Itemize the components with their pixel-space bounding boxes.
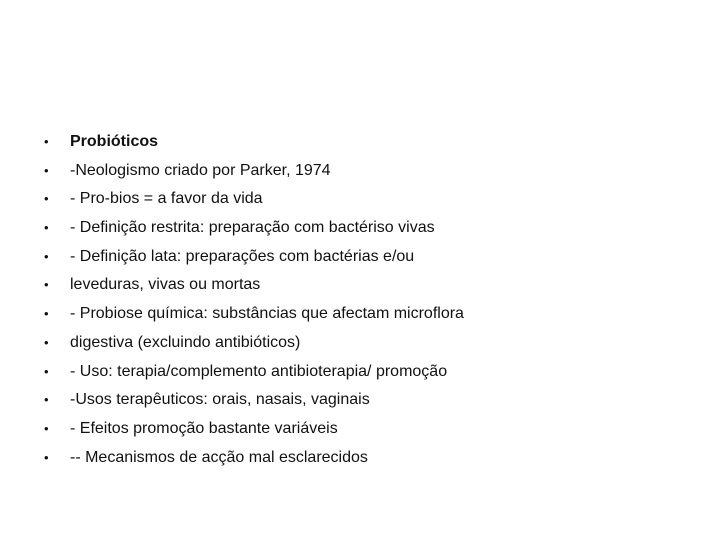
bullet-icon: • — [44, 162, 49, 178]
bullet-item — [44, 300, 464, 329]
bullet-icon: • — [44, 334, 49, 350]
bullet-icon: • — [44, 277, 49, 293]
bullet-item — [44, 157, 464, 186]
bullet-text: - Definição lata: preparações com bactérias e/ou — [70, 247, 415, 265]
bullet-text: -Neologismo criado por Parker, 1974 — [70, 161, 331, 179]
slide-title: Probióticos — [70, 133, 159, 150]
bullet-icon: • — [44, 392, 49, 408]
bullet-text: -Usos terapêuticos: orais, nasais, vaginais — [70, 391, 370, 409]
bullet-item — [44, 214, 464, 243]
bullet-item — [44, 329, 464, 358]
bullet-item — [44, 271, 464, 300]
bullet-icon: • — [44, 420, 49, 436]
bullet-item-title — [44, 128, 464, 157]
bullet-text: -- Mecanismos de acção mal esclarecidos — [70, 448, 368, 466]
bullet-item — [44, 386, 464, 415]
bullet-item — [44, 185, 464, 214]
bullet-text: leveduras, vivas ou mortas — [70, 276, 261, 294]
bullet-item — [44, 444, 464, 473]
bullet-text: digestiva (excluindo antibióticos) — [70, 333, 301, 351]
bullet-text: - Pro-bios = a favor da vida — [70, 190, 263, 208]
bullet-text: - Efeitos promoção bastante variáveis — [70, 419, 338, 437]
bullet-text: - Probiose química: substâncias que afectam microflora — [70, 305, 464, 323]
bullet-icon: • — [44, 449, 49, 465]
bullet-item — [44, 358, 464, 387]
bullet-list — [44, 128, 464, 472]
bullet-icon: • — [44, 306, 49, 322]
bullet-icon: • — [44, 248, 49, 264]
bullet-item — [44, 243, 464, 272]
bullet-text: - Definição restrita: preparação com bactériso vivas — [70, 219, 435, 237]
bullet-icon: • — [44, 191, 49, 207]
bullet-text: - Uso: terapia/complemento antibioterapia/ promoção — [70, 362, 448, 380]
bullet-icon: • — [44, 220, 49, 236]
bullet-icon: • — [44, 363, 49, 379]
bullet-item — [44, 415, 464, 444]
bullet-icon: • — [44, 134, 49, 149]
